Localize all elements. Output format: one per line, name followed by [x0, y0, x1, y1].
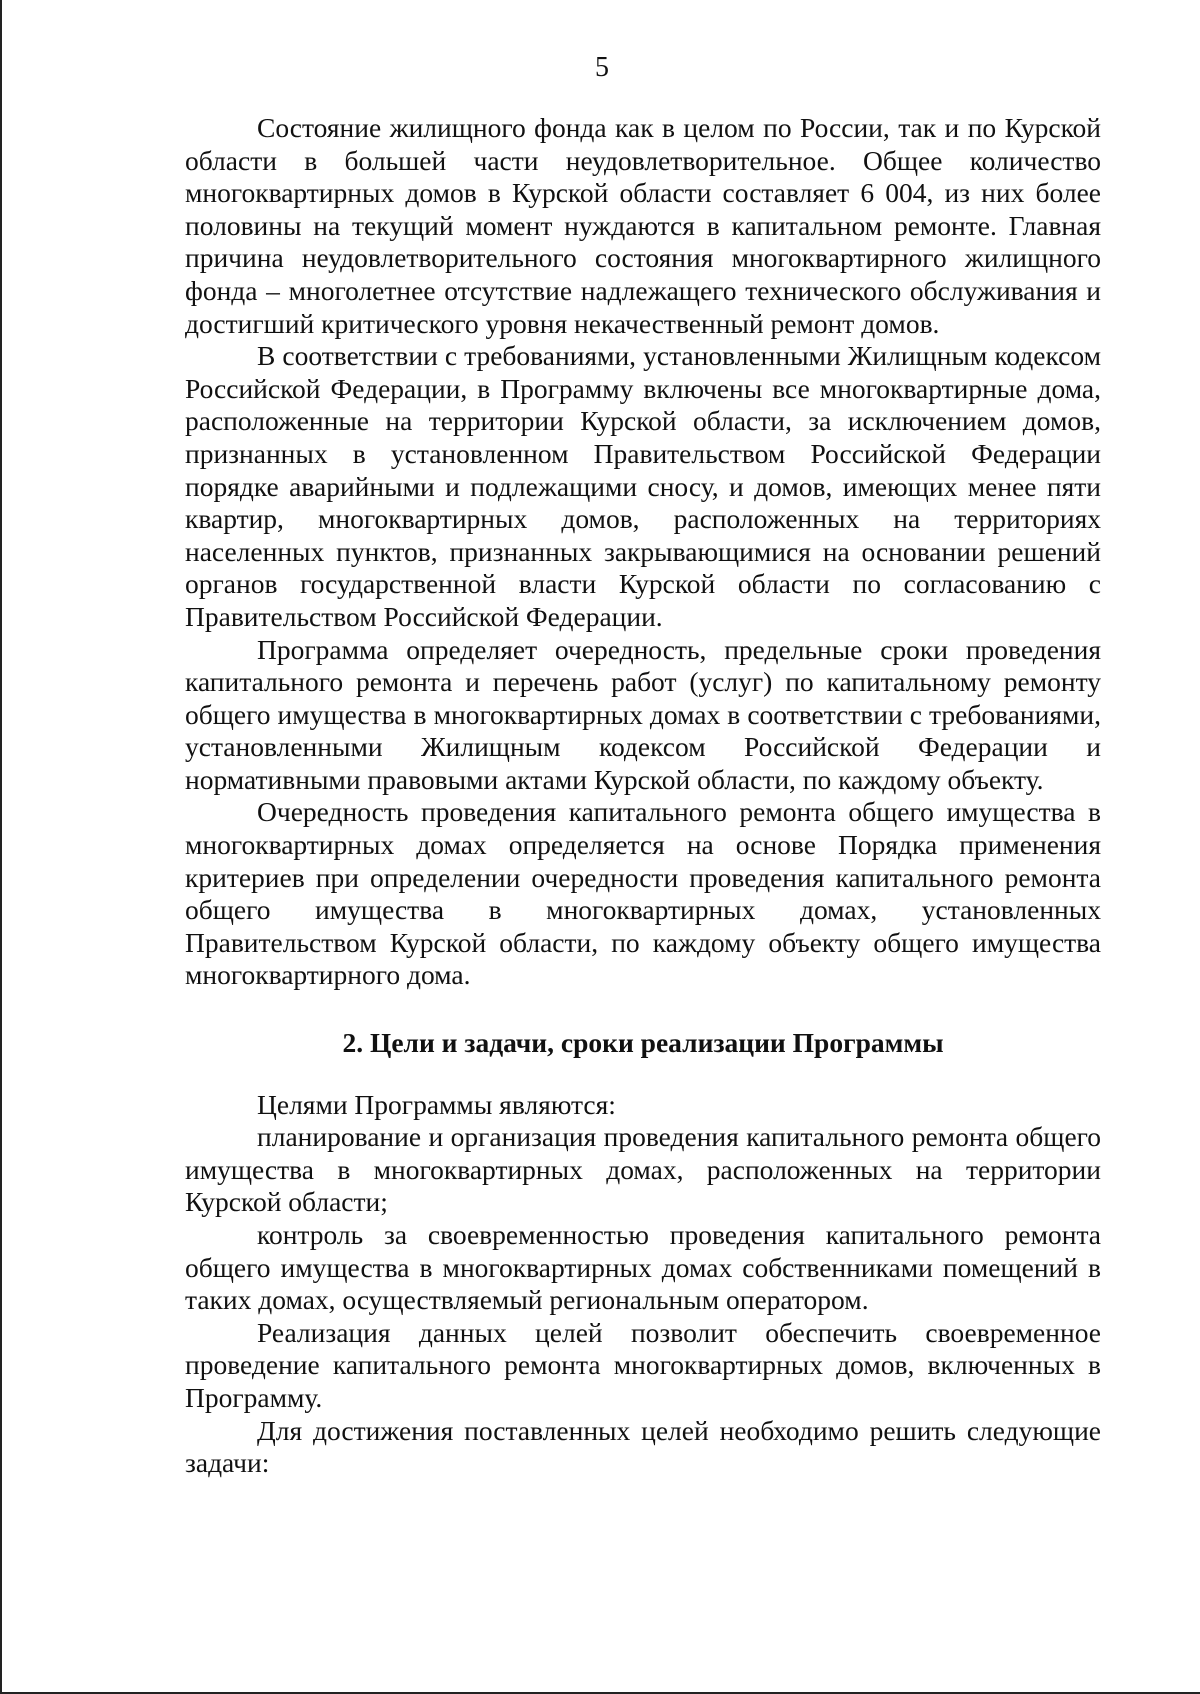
page-number: 5	[595, 52, 609, 83]
paragraph-tasks-intro: Для достижения поставленных целей необходимо решить следующие задачи:	[185, 1414, 1101, 1479]
paragraph-program-order: Программа определяет очередность, предельные сроки проведения капитального ремонта и перечень работ (услуг) по капитальному ремонту общего имущества в многоквартирных домах в соответствии с требованиями, установленными Жилищным кодексом Российской Федерации и нормативными правовыми актами Курской области, по каждому объекту.	[185, 633, 1101, 795]
section-spacer	[185, 1060, 1101, 1089]
paragraph-housing-condition: Состояние жилищного фонда как в целом по России, так и по Курской области в большей части неудовлетворительное. Общее количество многоквартирных домов в Курской области составляет 6 004, из них более половины на текущий момент нуждаются в капитальном ремонте. Главная причина неудовлетворительного состояния многоквартирного жилищного фонда – многолетнее отсутствие надлежащего технического обслуживания и достигший критического уровня некачественный ремонт домов.	[185, 112, 1101, 339]
paragraph-goals-result: Реализация данных целей позволит обеспечить своевременное проведение капитального ремонта многоквартирных домов, включенных в Программу.	[185, 1316, 1101, 1413]
paragraph-repair-priority: Очередность проведения капитального ремонта общего имущества в многоквартирных домах определяется на основе Порядка применения критериев при определении очередности проведения капитального ремонта общего имущества в многоквартирных домах, установленных Правительством Курской области, по каждому объекту общего имущества многоквартирного дома.	[185, 796, 1101, 991]
paragraph-goal-control: контроль за своевременностью проведения капитального ремонта общего имущества в многоквартирных домах собственниками помещений в таких домах, осуществляемый региональным оператором.	[185, 1219, 1101, 1316]
document-body	[185, 112, 1101, 1480]
paragraph-program-scope: В соответствии с требованиями, установленными Жилищным кодексом Российской Федерации, в Программу включены все многоквартирные дома, расположенные на территории Курской области, за исключением домов, признанных в установленном Правительством Российской Федерации порядке аварийными и подлежащими сносу, и домов, имеющих менее пяти квартир, многоквартирных домов, расположенных на территориях населенных пунктов, признанных закрывающимися на основании решений органов государственной власти Курской области по согласованию с Правительством Российской Федерации.	[185, 340, 1101, 632]
section-heading: 2. Цели и задачи, сроки реализации Программы	[342, 1027, 944, 1059]
paragraph-goals-intro: Целями Программы являются:	[257, 1088, 616, 1120]
paragraph-goal-planning: планирование и организация проведения капитального ремонта общего имущества в многоквартирных домах, расположенных на территории Курской области;	[185, 1121, 1101, 1218]
